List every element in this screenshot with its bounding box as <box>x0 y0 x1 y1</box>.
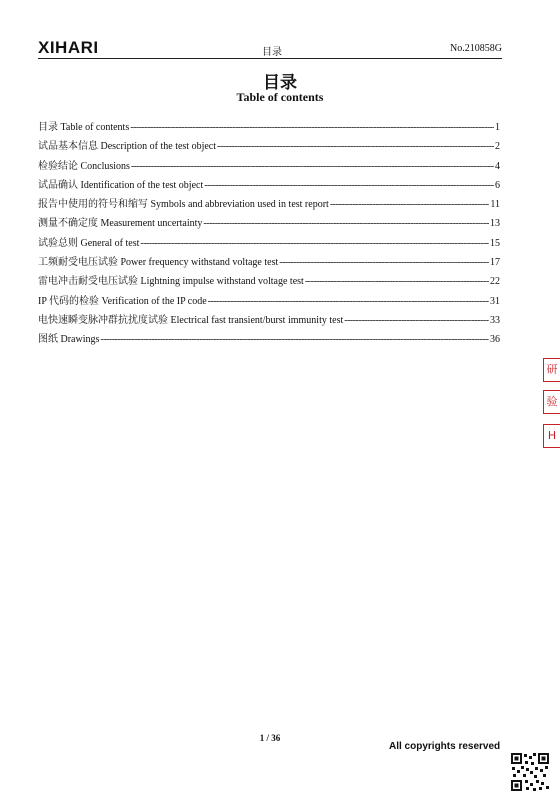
dot-leader <box>100 334 489 345</box>
toc-page: 13 <box>490 218 500 230</box>
toc-page: 36 <box>490 334 500 346</box>
toc-label: 测量不确定度 Measurement uncertainty <box>38 218 203 230</box>
toc-entry[interactable] <box>38 195 500 214</box>
dot-leader <box>208 296 489 307</box>
toc-page: 15 <box>490 237 500 249</box>
toc-entry[interactable] <box>38 157 500 176</box>
toc-entry[interactable] <box>38 176 500 195</box>
dot-leader <box>330 199 490 210</box>
toc-page: 31 <box>490 295 500 307</box>
dot-leader <box>217 141 494 152</box>
toc-entry[interactable] <box>38 137 500 156</box>
table-of-contents <box>38 118 500 350</box>
seal-stamp-fragment: H <box>543 424 560 448</box>
dot-leader <box>344 315 489 326</box>
toc-label: 工频耐受电压试验 Power frequency withstand voltage test <box>38 257 279 269</box>
toc-label: 目录 Table of contents <box>38 122 130 133</box>
toc-page: 22 <box>490 276 500 288</box>
toc-label: IP 代码的检验 Verification of the IP code <box>38 295 207 307</box>
toc-entry[interactable] <box>38 234 500 253</box>
page-header <box>38 38 502 59</box>
toc-label: 检验结论 Conclusions <box>38 160 130 172</box>
dot-leader <box>140 238 489 249</box>
dot-leader <box>279 257 489 268</box>
header-section: 目录 <box>262 47 282 58</box>
dot-leader <box>130 122 494 133</box>
toc-page: 6 <box>495 179 500 191</box>
toc-label: 电快速瞬变脉冲群抗扰度试验 Electrical fast transient/burst immunity test <box>38 314 344 326</box>
toc-entry[interactable] <box>38 292 500 311</box>
dot-leader <box>305 276 489 287</box>
toc-page: 11 <box>490 199 500 211</box>
seal-stamp-fragment: 验 <box>543 390 560 414</box>
seal-stamp-fragment: 研 <box>543 358 560 382</box>
toc-label: 试品基本信息 Description of the test object <box>38 141 217 153</box>
toc-entry[interactable] <box>38 214 500 233</box>
toc-entry[interactable] <box>38 330 500 349</box>
toc-page: 33 <box>490 314 500 326</box>
page-title-en: Table of contents <box>236 90 324 104</box>
copyright-notice: All copyrights reserved <box>389 741 501 752</box>
page-title-cn: 目录 <box>263 73 297 93</box>
toc-page: 1 <box>495 122 500 133</box>
dot-leader <box>131 161 494 172</box>
dot-leader <box>203 218 489 229</box>
toc-page: 17 <box>490 257 500 269</box>
qr-code-icon <box>510 752 550 792</box>
toc-entry[interactable] <box>38 253 500 272</box>
toc-label: 雷电冲击耐受电压试验 Lightning impulse withstand voltage test <box>38 276 304 288</box>
toc-label: 试验总则 General of test <box>38 237 140 249</box>
toc-label: 试品确认 Identification of the test object <box>38 179 204 191</box>
toc-label: 报告中使用的符号和缩写 Symbols and abbreviation used in test report <box>38 199 329 211</box>
toc-entry[interactable] <box>38 272 500 291</box>
dot-leader <box>204 180 494 191</box>
report-number: No.210858G <box>450 43 502 54</box>
toc-page: 2 <box>495 141 500 153</box>
toc-entry[interactable] <box>38 118 500 137</box>
brand-logo: XIHARI <box>38 38 99 57</box>
toc-label: 图纸 Drawings <box>38 334 100 346</box>
toc-page: 4 <box>495 160 500 172</box>
page-number: 1 / 36 <box>259 733 281 743</box>
toc-entry[interactable] <box>38 311 500 330</box>
